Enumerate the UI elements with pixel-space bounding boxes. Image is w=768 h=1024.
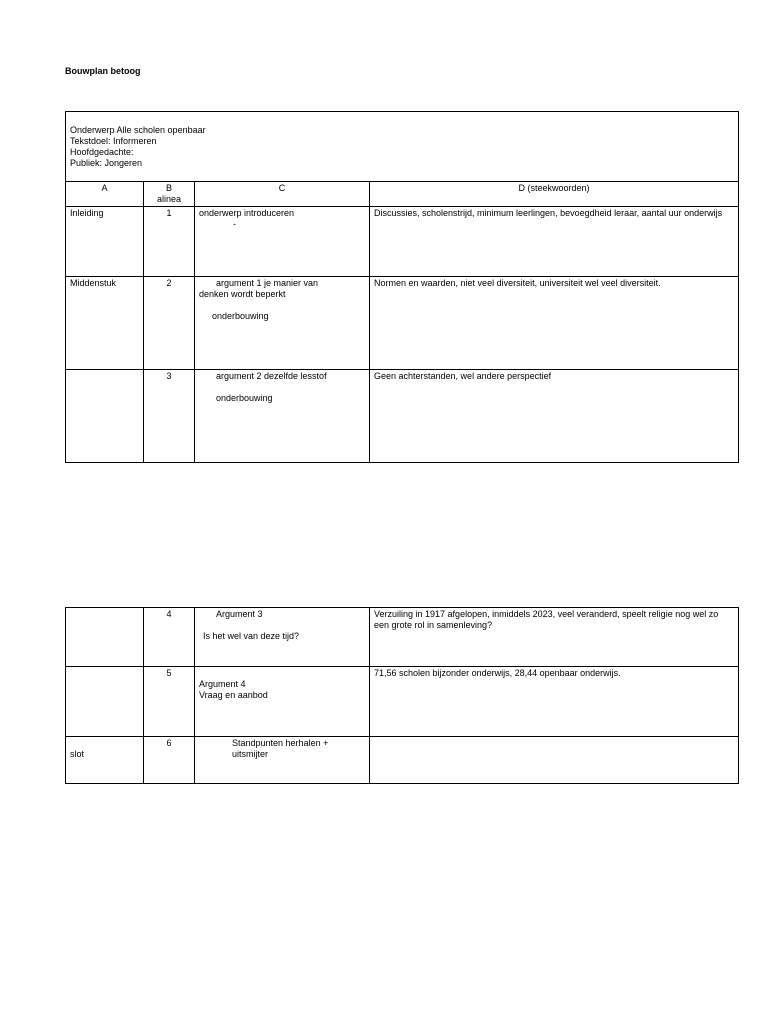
onderwerp-line: Onderwerp Alle scholen openbaar: [70, 125, 206, 135]
content-line: argument 1 je manier van: [216, 278, 319, 288]
plan-table-part-1: [65, 111, 739, 463]
content-line: onderbouwing: [216, 393, 273, 403]
cell-alinea: 2: [144, 277, 195, 370]
cell-keywords: Verzuiling in 1917 afgelopen, inmiddels 2023, veel veranderd, speelt religie nog wel zo een grote rol in samenleving?: [370, 608, 739, 667]
content-line: onderbouwing: [212, 311, 269, 321]
cell-content: [195, 737, 370, 784]
topic-info-cell: [66, 112, 739, 182]
cell-section: Middenstuk: [66, 277, 144, 370]
cell-keywords: Geen achterstanden, wel andere perspectief: [370, 370, 739, 463]
cell-keywords: Discussies, scholenstrijd, minimum leerlingen, bevoegdheid leraar, aantal uur onderwijs: [370, 207, 739, 277]
cell-alinea: 4: [144, 608, 195, 667]
table-row: [66, 737, 739, 784]
cell-alinea: 5: [144, 667, 195, 737]
cell-content: [195, 207, 370, 277]
cell-content: [195, 608, 370, 667]
hoofdgedachte-line: Hoofdgedachte:: [70, 147, 134, 157]
cell-content: [195, 277, 370, 370]
content-dash: -: [233, 219, 236, 229]
cell-section: [66, 667, 144, 737]
cell-section: [66, 608, 144, 667]
content-line: Argument 4: [199, 679, 246, 689]
content-line: Argument 3: [216, 609, 263, 619]
cell-alinea: 6: [144, 737, 195, 784]
column-header-d: D (steekwoorden): [370, 182, 739, 207]
content-line: onderwerp introduceren: [199, 208, 295, 218]
column-header-row: [66, 182, 739, 207]
cell-keywords: [370, 737, 739, 784]
cell-alinea: 3: [144, 370, 195, 463]
content-line: Standpunten herhalen +: [232, 738, 329, 748]
table-row: [66, 667, 739, 737]
cell-section: Inleiding: [66, 207, 144, 277]
table-row: [66, 608, 739, 667]
cell-section: [66, 370, 144, 463]
content-line: argument 2 dezelfde lesstof: [216, 371, 327, 381]
table-row: [66, 207, 739, 277]
cell-content: [195, 370, 370, 463]
section-label: slot: [70, 749, 85, 759]
content-line: Is het wel van deze tijd?: [203, 631, 300, 641]
cell-content: [195, 667, 370, 737]
table-row: [66, 370, 739, 463]
publiek-line: Publiek: Jongeren: [70, 158, 143, 168]
cell-alinea: 1: [144, 207, 195, 277]
document-title: Bouwplan betoog: [65, 66, 141, 76]
content-line: denken wordt beperkt: [199, 289, 286, 299]
column-header-b-sub: alinea: [156, 194, 182, 204]
column-header-b-label: B: [165, 183, 172, 193]
content-line: Vraag en aanbod: [199, 690, 268, 700]
tekstdoel-line: Tekstdoel: Informeren: [70, 136, 157, 146]
column-header-c: C: [195, 182, 370, 207]
table-header-info-row: [66, 112, 739, 182]
cell-keywords: 71,56 scholen bijzonder onderwijs, 28,44 openbaar onderwijs.: [370, 667, 739, 737]
content-line: uitsmijter: [232, 749, 269, 759]
column-header-b: [144, 182, 195, 207]
column-header-a: A: [66, 182, 144, 207]
cell-keywords: Normen en waarden, niet veel diversiteit, universiteit wel veel diversiteit.: [370, 277, 739, 370]
table-row: [66, 277, 739, 370]
cell-section: [66, 737, 144, 784]
plan-table-part-2: [65, 607, 739, 784]
